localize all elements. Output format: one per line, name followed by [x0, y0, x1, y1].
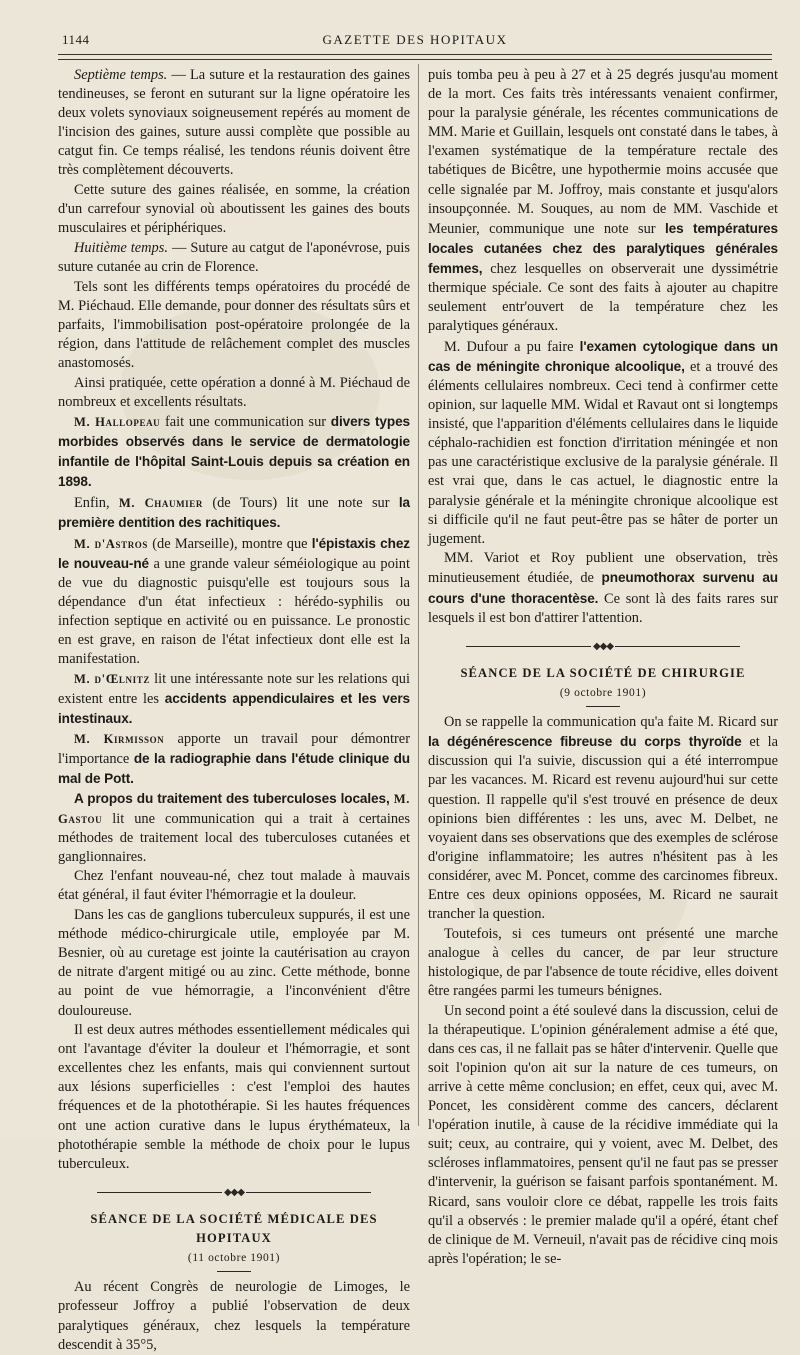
- paragraph: Dans les cas de ganglions tuberculeux suppurés, il est une méthode médico-chirurgicale utile, employée par M. Besnier, où au curetage est jointe la cautérisation au crayon de nitrate d'argent mitigé ou au zinc. Cette méthode, bonne au point de vue hémorragie, a l'inconvénient d'être douloureuse.: [58, 907, 410, 1019]
- paragraph-text: (de Marseille), montre que: [148, 535, 312, 552]
- author-name: M. d'Œlnitz: [74, 671, 150, 686]
- paragraph: [428, 713, 778, 924]
- topic-bold: la première dentition des rachitiques.: [58, 495, 410, 531]
- topic-bold: divers types morbides observés dans le service de dermatologie infantile de l'hôpital Saint-Louis depuis sa création en 1898.: [58, 414, 411, 490]
- column-divider: [418, 64, 419, 1126]
- paragraph-text: chez lesquelles on observerait une dyssimétrie thermique spéciale. Ce sont des faits à ajouter au chapitre seulement entr'ouvert de la température chez les paralytiques généraux.: [428, 260, 778, 335]
- paragraph: [58, 789, 410, 866]
- section-date: (9 octobre 1901): [559, 687, 647, 700]
- section-title: SÉANCE DE LA SOCIÉTÉ MÉDICALE DES HOPITAUX: [90, 1212, 378, 1246]
- topic-bold: pneumothorax survenu au cours d'une thoracentèse.: [428, 570, 778, 606]
- topic-bold: l'examen cytologique dans un cas de méningite chronique alcoolique,: [428, 338, 778, 374]
- author-name: M. d'Astros: [74, 536, 149, 551]
- paragraph: Ainsi pratiquée, cette opération a donné à M. Piéchaud de nombreux et excellents résultats.: [58, 374, 410, 410]
- paragraph: [58, 534, 410, 670]
- page-header: [58, 30, 772, 52]
- author-name: M. Hallopeau: [74, 415, 161, 430]
- paragraph-text: et la discussion qui l'a suivie, discussion qui a été interrompue par les vacances. M. Ricard est revenu aujourd'hui sur cette question. Il rappelle qu'il s'est trouvé en présence de deux opinions bien différentes : les uns, avec M. Delbet, ne voyaient dans ses observations que des exemples de sclérose d'origine inflammatoire; les autres n'hésitent pas à les considérer, avec M. Poncet, comme des carcinomes fibreux. Entre ces deux opinions opposées, M. Ricard ne saurait trancher la question.: [428, 734, 778, 923]
- paragraph: [58, 493, 410, 533]
- paragraph-text: et a trouvé des éléments cellulaires nombreux. Ceci tend à confirmer cette opinion, sur laquelle MM. Widal et Ravaut ont si longtemps insisté, que l'apparition d'éléments cellulaires dans le liquide céphalo-rachidien est fonction d'irritation méningée et non pas une caractéristique exclusive de la paralysie générale. Il est vrai que, dans le cas actuel, le diagnostic entre la paralysie générale et la méningite chronique alcoolique est si difficile qu'il ne faut peut-être pas se hâter de porter un jugement.: [428, 358, 778, 547]
- paragraph: [58, 670, 410, 729]
- page-number: 1144: [62, 32, 90, 47]
- section-date: (11 octobre 1901): [187, 1252, 281, 1265]
- paragraph-text: On se rappelle la communication qu'a faite M. Ricard sur: [444, 714, 778, 731]
- paragraph: Au récent Congrès de neurologie de Limoges, le professeur Joffroy a publié l'observation de deux paralytiques généraux, chez lesquels la température descendit à 35°5,: [58, 1279, 410, 1353]
- paragraph: Toutefois, si ces tumeurs ont présenté une marche analogue à celles du cancer, de par leur structure histologique, de par l'absence de toute récidive, elles doivent être rangées parmi les tumeurs bénignes.: [428, 925, 778, 999]
- topic-bold: les températures locales cutanées chez des paralytiques générales femmes,: [428, 220, 778, 276]
- paragraph-text: a une grande valeur séméiologique au point de vue du diagnostic puisqu'elle est toujours sous la dépendance d'un état infectieux : hérédo-syphilis ou infection septique en activité ou en puissance. Le pronostic en est grave, en raison de l'état infectieux dont elle est la manifestation.: [58, 555, 410, 668]
- paragraph: [428, 66, 778, 336]
- paragraph-text: M. Dufour a pu faire: [444, 338, 580, 355]
- topic-bold: A propos du traitement des tuberculoses locales,: [74, 791, 390, 807]
- paragraph-text: apporte un travail pour démontrer l'importance: [58, 730, 410, 767]
- paragraph-text: Enfin,: [74, 495, 119, 512]
- paragraph-text: Ce sont là des faits rares sur lesquels il est bon d'attirer l'attention.: [428, 590, 778, 626]
- paragraph-text: — Suture au catgut de l'aponévrose, puis suture cutanée au crin de Florence.: [58, 239, 410, 275]
- paragraph: [58, 730, 410, 789]
- paragraph: Chez l'enfant nouveau-né, chez tout malade à mauvais état général, il faut éviter l'hémorragie et la douleur.: [58, 868, 410, 904]
- paragraph-text: — La suture et la restauration des gaines tendineuses, se feront en suturant sur la ligne opératoire les deux volets synoviaux soigneusement repérés au moment de l'incision des gaines, suture aussi complète que possible au catgut fin. Ce temps réalisé, les tendons réunis doivent être très complètement découverts.: [58, 67, 410, 179]
- author-name: M. Kirmisson: [74, 731, 165, 746]
- paragraph: Cette suture des gaines réalisée, en somme, la création d'un carrefour synovial où aboutissent les gaines des bouts musculaires et périphériques.: [58, 182, 410, 237]
- paragraph-label: Huitième temps.: [74, 239, 168, 256]
- section-ornament: ◆◆◆: [58, 1183, 410, 1202]
- paragraph-label: Septième temps.: [74, 67, 168, 83]
- right-column: [428, 66, 778, 1269]
- header-rule: [58, 54, 772, 60]
- paragraph: [58, 412, 410, 492]
- topic-bold: accidents appendiculaires et les vers intestinaux.: [58, 691, 410, 727]
- paragraph: [58, 66, 410, 181]
- paragraph-text: lit une communication qui a trait à certaines méthodes de traitement local des tuberculoses cutanées et ganglionnaires.: [58, 810, 410, 865]
- running-head: GAZETTE DES HOPITAUX: [322, 32, 508, 47]
- paragraph: [428, 337, 778, 549]
- paragraph-text: (de Tours) lit une note sur: [203, 495, 399, 512]
- topic-bold: de la radiographie dans l'étude clinique du mal de Pott.: [58, 750, 410, 786]
- author-name: M. Chaumier: [118, 496, 203, 511]
- paragraph-text: fait une communication sur: [160, 414, 331, 431]
- section-title: SÉANCE DE LA SOCIÉTÉ DE CHIRURGIE: [460, 665, 746, 680]
- topic-bold: la dégénérescence fibreuse du corps thyroïde: [428, 734, 742, 750]
- paragraph: [428, 549, 778, 627]
- short-rule: [217, 1271, 251, 1272]
- paragraph: [58, 239, 410, 277]
- section-ornament: ◆◆◆: [428, 637, 778, 656]
- paragraph-text: MM. Variot et Roy publient une observation, très minutieusement étudiée, de: [428, 550, 778, 587]
- paragraph: Il est deux autres méthodes essentiellement médicales qui ont l'avantage d'éviter la douleur et l'hémorragie, et sont excellentes chez les enfants, mais qui conviennent surtout aux lésions superficielles : c'est l'emploi des hautes fréquences et de la photothérapie. Si les hautes fréquences ont une action curative dans le lupus érythémateux, la photothérapie semble la méthode de choix pour le lupus tuberculeux.: [58, 1022, 410, 1172]
- paragraph-text: lit une intéressante note sur les relations qui existent entre les: [58, 670, 411, 707]
- paragraph: Tels sont les différents temps opératoires du procédé de M. Piéchaud. Elle demande, pour donner des résultats sûrs et parfaits, l'immobilisation post-opératoire prolongée de la région, dans l'attitude de relâchement complet des muscles anastomosés.: [58, 278, 410, 371]
- paragraph-text: puis tomba peu à peu à 27 et à 25 degrés jusqu'au moment de la mort. Ces faits très intéressants venaient confirmer, pour la paralysie générale, les récentes communications de MM. Marie et Guillain, lesquels ont constaté dans le tabes, à l'examen systématique de la température rectale des tabétiques de Bicêtre, une hypothermie moins accusée que celle signalée par M. Joffroy, mais constante et jusqu'alors insoupçonnée. M. Souques, au nom de MM. Vaschide et Meunier, communique une note sur: [428, 67, 778, 237]
- short-rule: [586, 706, 620, 707]
- left-column: [58, 66, 410, 1355]
- author-name: M. Gastou: [58, 792, 411, 826]
- paragraph: Un second point a été soulevé dans la discussion, celui de la thérapeutique. L'opinion généralement admise a été que, dans ces cas, il ne fallait pas se hâter d'intervenir. Quelle que soit l'opinion qu'on ait sur la nature de ces tumeurs, on arrive à cette même conclusion; en effet, ceux qui, avec M. Poncet, les considèrent comme des cancers, déclarent l'opération inutile, à cause de la récidive immédiate qui la suit; ceux, au contraire, qui y voient, avec M. Delbet, des scléroses inflammatoires, pensent qu'il ne faut pas se presser d'intervenir, la guérison se faisant parfois spontanément. M. Ricard, sans vouloir clore ce débat, rappelle les trois faits qu'il a observés : le premier malade qu'il a opéré, étant chef de clinique de M. Verneuil, n'avait pas de récidive cinq mois après l'opération; le se-: [428, 1002, 778, 1267]
- topic-bold: l'épistaxis chez le nouveau-né: [58, 535, 410, 571]
